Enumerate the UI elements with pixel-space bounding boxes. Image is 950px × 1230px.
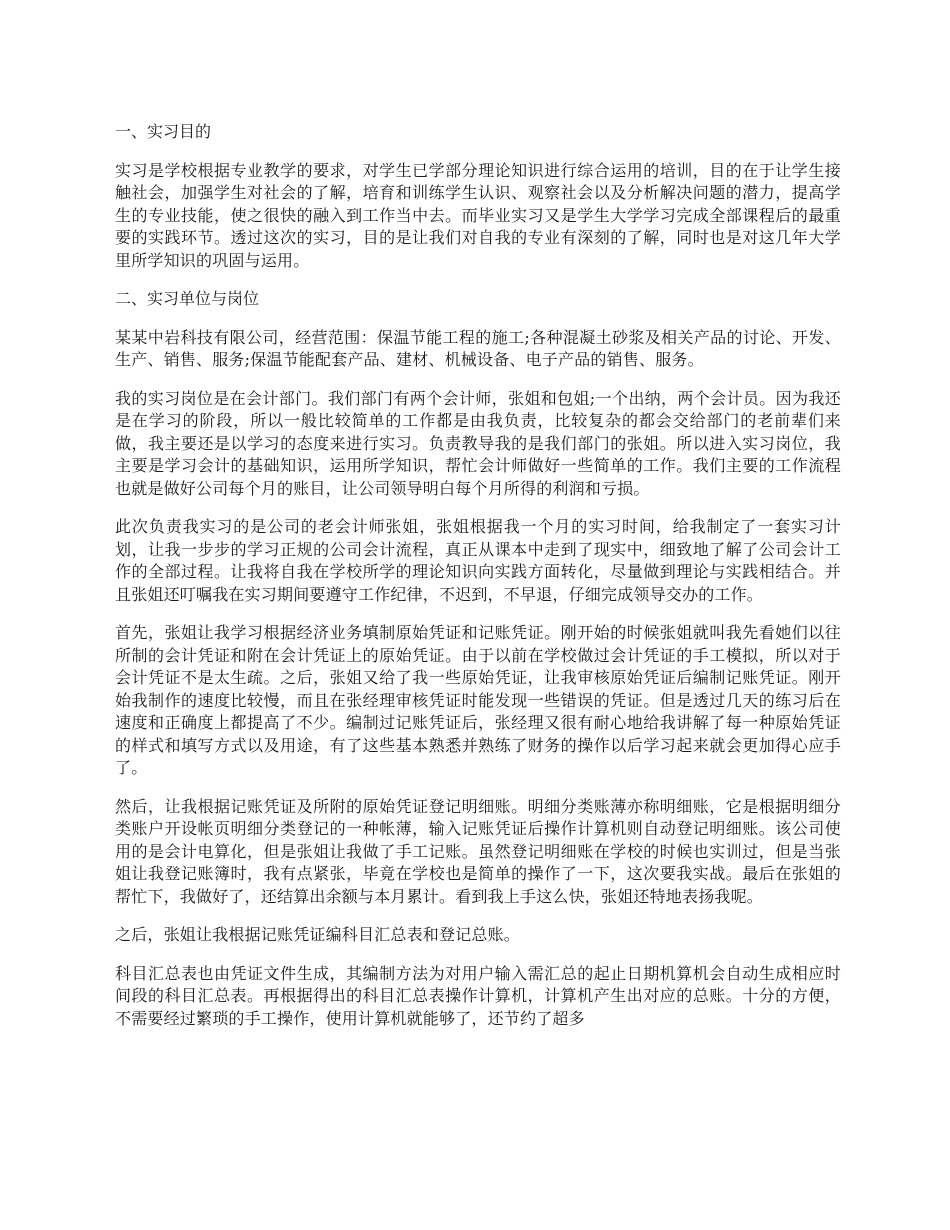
paragraph-summary-table: 科目汇总表也由凭证文件生成，其编制方法为对用户输入需汇总的起止日期机算机会自动生成相应时间段的科目汇总表。再根据得出的科目汇总表操作计算机，计算机产生出对应的总账。十分的方便，不需要经过繁琐的手工操作，使用计算机就能够了，还节约了超多	[115, 963, 841, 1028]
section-heading-unit: 二、实习单位与岗位	[115, 289, 260, 308]
paragraph-company: 某某中岩科技有限公司，经营范围：保温节能工程的施工;各种混凝土砂浆及相关产品的讨论、开发、生产、销售、服务;保温节能配套产品、建材、机械设备、电子产品的销售、服务。	[115, 327, 841, 369]
paragraph-plan: 此次负责我实习的是公司的老会计师张姐，张姐根据我一个月的实习时间，给我制定了一套实习计划，让我一步步的学习正规的公司会计流程，真正从课本中走到了现实中，细致地了解了公司会计工作的全部过程。让我将自我在学校所学的理论知识向实践方面转化，尽量做到理论与实践相结合。并且张姐还叮嘱我在实习期间要遵守工作纪律，不迟到，不早退，仔细完成领导交办的工作。	[115, 517, 841, 604]
paragraph-summary-intro: 之后，张姐让我根据记账凭证编科目汇总表和登记总账。	[115, 925, 521, 944]
paragraph-vouchers: 首先，张姐让我学习根据经济业务填制原始凭证和记账凭证。刚开始的时候张姐就叫我先看她们以往所制的会计凭证和附在会计凭证上的原始凭证。由于以前在学校做过会计凭证的手工模拟，所以对于会计凭证不是太生疏。之后，张姐又给了我一些原始凭证，让我审核原始凭证后编制记账凭证。刚开始我制作的速度比较慢，而且在张经理审核凭证时能发现一些错误的凭证。但是透过几天的练习后在速度和正确度上都提高了不少。编制过记账凭证后，张经理又很有耐心地给我讲解了每一种原始凭证的样式和填写方式以及用途，有了这些基本熟悉并熟练了财务的操作以后学习起来就会更加得心应手了。	[115, 623, 841, 777]
paragraph-ledger: 然后，让我根据记账凭证及所附的原始凭证登记明细账。明细分类账薄亦称明细账，它是根据明细分类账户开设帐页明细分类登记的一种帐薄，输入记账凭证后操作计算机则自动登记明细账。该公司使用的是会计电算化，但是张姐让我做了手工记账。虽然登记明细账在学校的时候也实训过，但是当张姐让我登记账簿时，我有点紧张，毕竟在学校也是简单的操作了一下，这次要我实战。最后在张姐的帮忙下，我做好了，还结算出余额与本月累计。看到我上手这么快，张姐还特地表扬我呢。	[115, 796, 841, 906]
section-heading-purpose: 一、实习目的	[115, 122, 212, 141]
paragraph-position: 我的实习岗位是在会计部门。我们部门有两个会计师，张姐和包姐;一个出纳，两个会计员。因为我还是在学习的阶段，所以一般比较简单的工作都是由我负责，比较复杂的都会交给部门的老前辈们来做，我主要还是以学习的态度来进行实习。负责教导我的是我们部门的张姐。所以进入实习岗位，我主要是学习会计的基础知识，运用所学知识，帮忙会计师做好一些简单的工作。我们主要的工作流程也就是做好公司每个月的账目，让公司领导明白每个月所得的利润和亏损。	[115, 388, 841, 498]
document-body	[115, 121, 841, 1046]
paragraph-purpose: 实习是学校根据专业教学的要求，对学生已学部分理论知识进行综合运用的培训，目的在于让学生接触社会，加强学生对社会的了解，培育和训练学生认识、观察社会以及分析解决问题的潜力，提高学生的专业技能，使之很快的融入到工作当中去。而毕业实习又是学生大学学习完成全部课程后的最重要的实践环节。透过这次的实习，目的是让我们对自我的专业有深刻的了解，同时也是对这几年大学里所学知识的巩固与运用。	[115, 160, 841, 270]
